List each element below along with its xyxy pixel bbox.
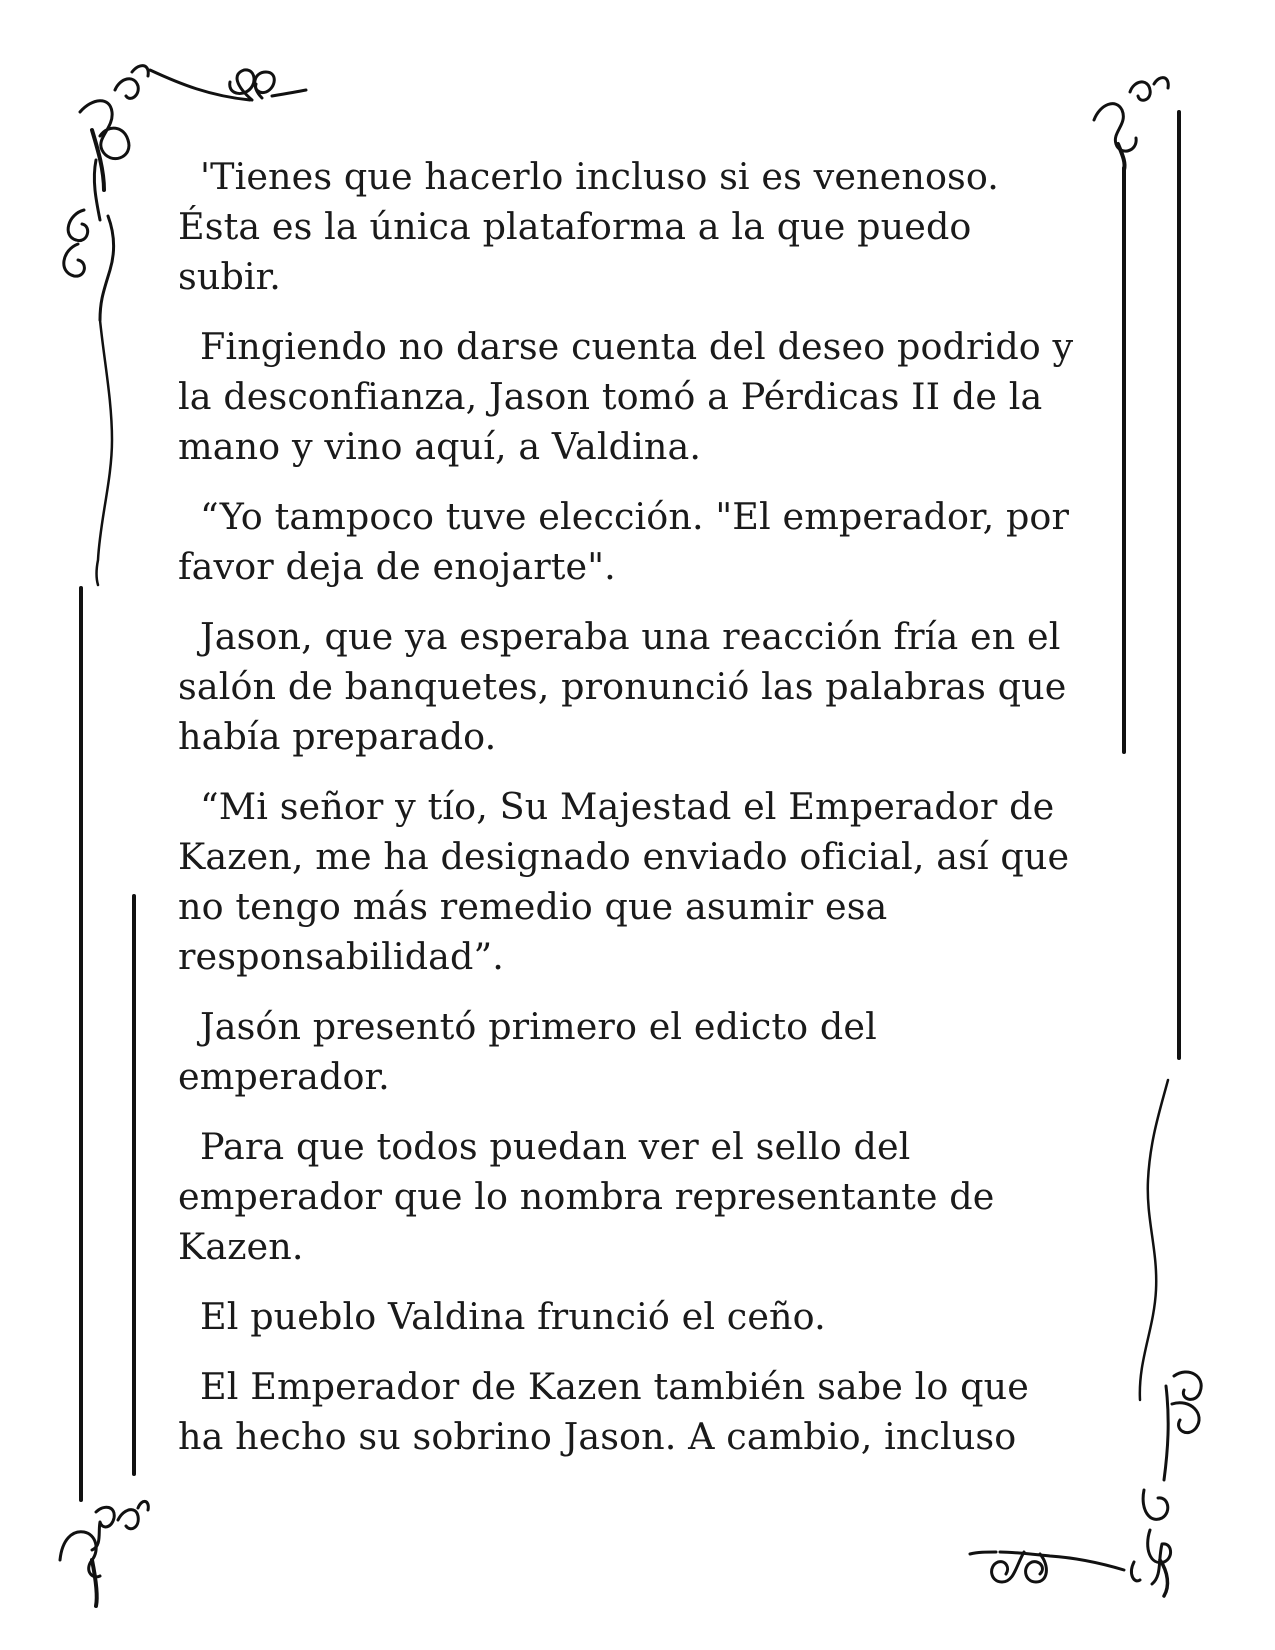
top-right-flourish: [1094, 78, 1168, 170]
paragraph-2: Fingiendo no darse cuenta del deseo podrido y la desconfianza, Jason tomó a Pérdicas II de la mano y vino aquí, a Valdina.: [178, 325, 1074, 468]
paragraph-1: 'Tienes que hacerlo incluso si es venenoso. Ésta es la única plataforma a la que puedo subir.: [178, 155, 1000, 298]
paragraph-7: Para que todos puedan ver el sello del emperador que lo nombra representante de Kazen.: [178, 1125, 995, 1268]
paragraph-9: El Emperador de Kazen también sabe lo que ha hecho su sobrino Jason. A cambio, incluso: [178, 1365, 1029, 1458]
paragraph-4: Jason, que ya esperaba una reacción fría en el salón de banquetes, pronunció las palabras que había preparado.: [178, 615, 1067, 758]
bottom-left-flourish: [60, 1501, 148, 1606]
paragraph-8: El pueblo Valdina frunció el ceño.: [200, 1295, 826, 1338]
paragraph-3: “Yo tampoco tuve elección. "El emperador, por favor deja de enojarte".: [178, 495, 1070, 588]
body-text: [178, 152, 1083, 1482]
paragraph-6: Jasón presentó primero el edicto del emperador.: [178, 1005, 877, 1098]
paragraph-5: “Mi señor y tío, Su Majestad el Emperador de Kazen, me ha designado enviado oficial, así que no tengo más remedio que asumir esa responsabilidad”.: [178, 785, 1070, 978]
